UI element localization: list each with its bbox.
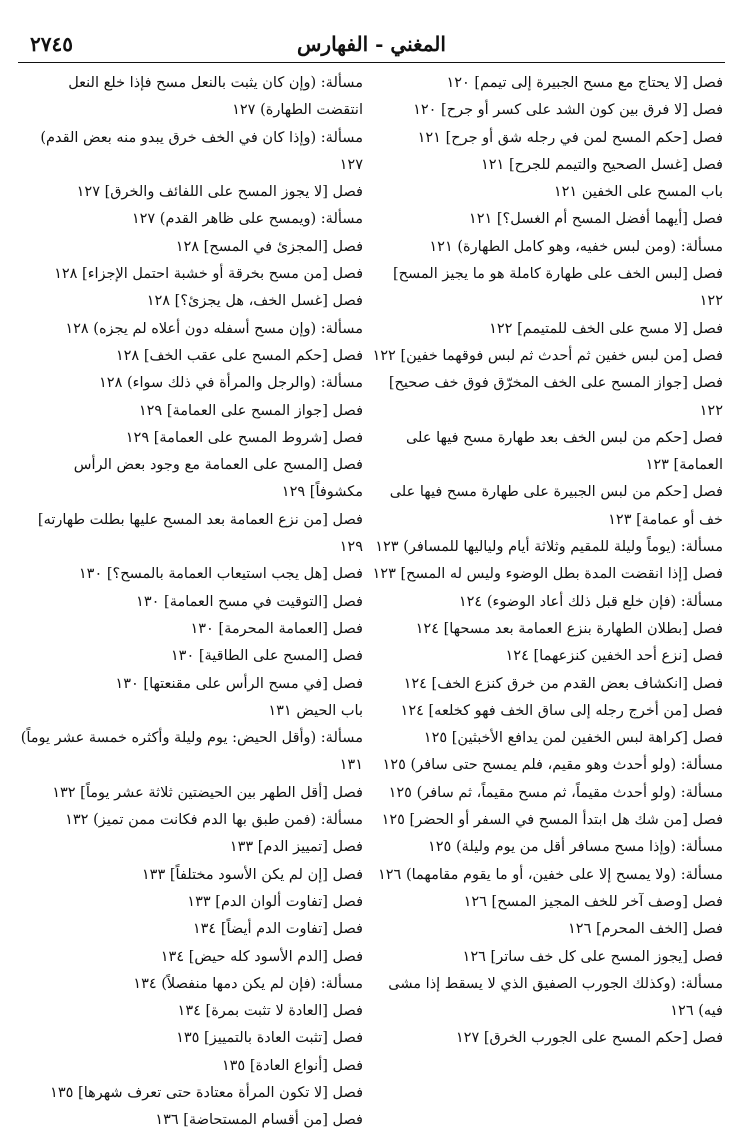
index-entry: فصل [نزع أحد الخفين كنزعهما] ١٢٤ [505,648,723,665]
index-entry: مسألة: (والرجل والمرأة في ذلك سواء) ١٢٨ [99,375,363,392]
index-entry: فصل [الدم الأسود كله حيض] ١٣٤ [160,948,363,965]
index-entry: فصل [العمامة المحرمة] ١٣٠ [190,620,363,637]
index-entry: فصل [أيهما أفضل المسح أم الغسل؟] ١٢١ [468,211,723,228]
index-entry: فصل [أنواع العادة] ١٣٥ [221,1057,363,1074]
index-entry: فصل [حكم المسح على الجورب الخرق] ١٢٧ [455,1030,723,1047]
index-entry: مسألة: (يوماً وليلة للمقيم وثلاثة أيام ولياليها للمسافر) ١٢٣ [375,539,723,556]
index-entry: مسألة: (فإن خلع قبل ذلك أعاد الوضوء) ١٢٤ [458,593,723,610]
index-entry: فصل [المجزئ في المسح] ١٢٨ [175,238,363,255]
index-entry: مسألة: (وأقل الحيض: يوم وليلة وأكثره خمسة عشر يوماً) ١٣١ [20,730,363,774]
index-entry: مسألة: (ولا يمسح إلا على خفين، أو ما يقوم مقامهما) ١٢٦ [377,866,723,883]
index-entry: فصل [لا يجوز المسح على اللفائف والخرق] ١٢٧ [76,184,363,201]
index-entry: فصل [انكشاف بعض القدم من خرق كنزع الخف] ١٢٤ [403,675,723,692]
index-entry: فصل [حكم المسح على عقب الخف] ١٢٨ [115,347,363,364]
header-rule [18,62,725,63]
index-entry: فصل [كراهة لبس الخفين لمن يدافع الأخبثين] ١٢٥ [423,730,723,747]
index-entry: مسألة: (ويمسح على ظاهر القدم) ١٢٧ [131,211,363,228]
index-entry: فصل [لا مسح على الخف للمتيمم] ١٢٢ [489,320,723,337]
index-entry: فصل [المسح على الطاقية] ١٣٠ [170,648,363,665]
index-entry: مسألة: (وإن مسح أسفله دون أعلاه لم يجزه) ١٢٨ [65,320,363,337]
index-entry: فصل [لا يحتاج مع مسح الجبيرة إلى تيمم] ١٢٠ [446,75,723,91]
index-entry: مسألة: (ولو أحدث مقيماً، ثم مسح مقيماً، ثم سافر) ١٢٥ [388,784,723,801]
index-entry: فصل [إذا انقضت المدة بطل الوضوء وليس له المسح] ١٢٣ [372,566,723,583]
index-entry: باب المسح على الخفين ١٢١ [553,184,723,201]
index-entry: فصل [حكم المسح لمن في رجله شق أو جرح] ١٢١ [417,129,723,146]
index-entry: فصل [وصف آخر للخف المجيز المسح] ١٢٦ [463,893,723,910]
index-entry: فصل [تثبت العادة بالتمييز] ١٣٥ [176,1030,363,1047]
index-entry: فصل [من شك هل ابتدأ المسح في السفر أو الحضر] ١٢٥ [381,812,723,829]
index-entry: فصل [من أخرج رجله إلى ساق الخف فهو كخلعه] ١٢٤ [400,702,723,719]
index-entry: فصل [في مسح الرأس على مقنعتها] ١٣٠ [115,675,363,692]
index-entry: فصل [جواز المسح على الخف المخرّق فوق خف صحيح] ١٢٢ [388,375,723,419]
index-entry: فصل [غسل الخف، هل يجزئ؟] ١٢٨ [146,293,363,310]
index-entry: مسألة: (وإذا كان في الخف خرق يبدو منه بعض القدم) ١٢٧ [40,129,363,173]
index-column-left [18,70,363,1135]
index-entry: فصل [من لبس خفين ثم أحدث ثم لبس فوقهما خفين] ١٢٢ [372,347,723,364]
index-entry: مسألة: (ومن لبس خفيه، وهو كامل الطهارة) ١٢١ [429,238,723,255]
index-entry: فصل [جواز المسح على العمامة] ١٢٩ [138,402,363,419]
index-entry: فصل [حكم من لبس الخف بعد طهارة مسح فيها على العمامة] ١٢٣ [405,429,723,474]
index-entry: فصل [أقل الطهر بين الحيضتين ثلاثة عشر يوماً] ١٣٢ [52,784,363,801]
index-entry: فصل [الخف المحرم] ١٢٦ [568,921,723,938]
index-entry: فصل [تفاوت ألوان الدم] ١٣٣ [187,893,363,910]
index-entry: فصل [المسح على العمامة مع وجود بعض الرأس مكشوفاً] ١٢٩ [73,457,363,501]
index-entry: فصل [لبس الخف على طهارة كاملة هو ما يجيز المسح] ١٢٢ [392,266,723,310]
index-entry: فصل [التوقيت في مسح العمامة] ١٣٠ [136,593,363,610]
index-entry: فصل [من أقسام المستحاضة] ١٣٦ [155,1112,363,1129]
index-entry: مسألة: (وكذلك الجورب الصفيق الذي لا يسقط إذا مشى فيه) ١٢٦ [388,975,723,1020]
index-entry: مسألة: (ولو أحدث وهو مقيم، فلم يمسح حتى سافر) ١٢٥ [382,757,723,774]
index-entry: فصل [تمييز الدم] ١٣٣ [229,839,363,856]
index-entry: فصل [تفاوت الدم أيضاً] ١٣٤ [192,921,363,938]
index-entry: فصل [من نزع العمامة بعد المسح عليها بطلت طهارته] ١٢٩ [37,511,363,556]
index-entry: فصل [من مسح بخرقة أو خشبة احتمل الإجزاء] ١٢٨ [54,266,363,283]
index-entry: فصل [بطلان الطهارة بنزع العمامة بعد مسحها] ١٢٤ [415,620,723,637]
index-entry: فصل [هل يجب استيعاب العمامة بالمسح؟] ١٣٠ [78,566,363,583]
index-entry: فصل [لا فرق بين كون الشد على كسر أو جرح] ١٢٠ [413,102,723,119]
index-entry: فصل [العادة لا تثبت بمرة] ١٣٤ [177,1003,363,1020]
index-entry: فصل [غسل الصحيح والتيمم للجرح] ١٢١ [480,156,723,173]
index-entry: مسألة: (وإن كان يثبت بالنعل مسح فإذا خلع النعل انتقضت الطهارة) ١٢٧ [68,75,363,119]
index-entry: مسألة: (فمن طبق بها الدم فكانت ممن تميز) ١٣٢ [65,812,363,829]
index-column-right [368,70,723,1053]
page-number: ٢٧٤٥ [30,32,73,56]
index-entry: فصل [يجوز المسح على كل خف ساتر] ١٢٦ [462,948,723,965]
index-entry: باب الحيض ١٣١ [268,702,363,719]
index-entry: فصل [شروط المسح على العمامة] ١٢٩ [125,429,363,446]
index-entry: مسألة: (فإن لم يكن دمها منفصلاً) ١٣٤ [133,975,363,992]
running-title: المغني - الفهارس [297,32,446,56]
index-entry: فصل [إن لم يكن الأسود مختلفاً] ١٣٣ [141,866,363,883]
index-entry: فصل [لا تكون المرأة معتادة حتى تعرف شهرها] ١٣٥ [50,1084,363,1101]
index-entry: فصل [حكم من لبس الجبيرة على طهارة مسح فيها على خف أو عمامة] ١٢٣ [389,484,723,528]
page-header [24,30,719,60]
index-entry: مسألة: (وإذا مسح مسافر أقل من يوم وليلة) ١٢٥ [427,839,723,856]
